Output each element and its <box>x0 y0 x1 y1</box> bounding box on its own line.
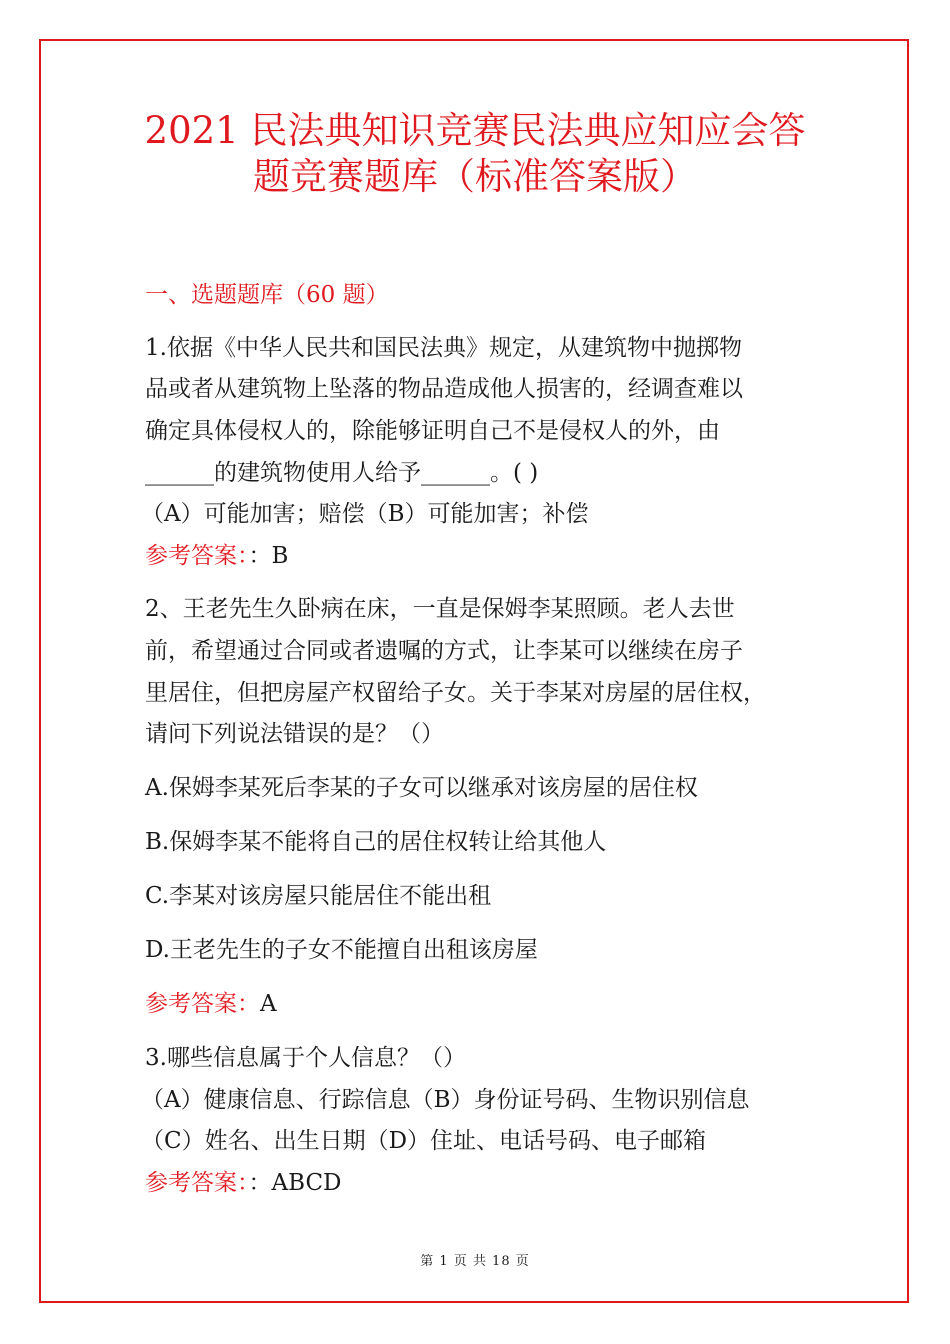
q2-line-3: 里居住，但把房屋产权留给子女。关于李某对房屋的居住权， <box>145 680 766 706</box>
q1-line-1: 1.依据《中华人民共和国民法典》规定，从建筑物中抛掷物 <box>145 335 742 361</box>
q2-option-a: A.保姆李某死后李某的子女可以继承对该房屋的居住权 <box>145 775 698 801</box>
answer-value: ：B <box>248 543 289 569</box>
q3-options-line-1: （A）健康信息、行踪信息（B）身份证号码、生物识别信息 <box>141 1087 750 1113</box>
q3-answer <box>145 1168 341 1198</box>
q2-answer <box>145 989 277 1019</box>
document-title <box>60 108 890 200</box>
q2-option-d: D.王老先生的子女不能擅自出租该房屋 <box>145 937 538 963</box>
section-heading: 一、选题题库（60 题） <box>145 282 389 308</box>
q2-option-c: C.李某对该房屋只能居住不能出租 <box>145 883 492 909</box>
q1-line-3: 确定具体侵权人的，除能够证明自己不是侵权人的外，由 <box>145 418 720 444</box>
q1-options: （A）可能加害；赔偿（B）可能加害；补偿 <box>141 501 589 527</box>
answer-label: 参考答案： <box>145 991 260 1017</box>
q3-options-line-2: （C）姓名、出生日期（D）住址、电话号码、电子邮箱 <box>141 1128 707 1154</box>
answer-value: A <box>260 991 277 1017</box>
answer-value: ：ABCD <box>248 1170 342 1196</box>
answer-label: 参考答案： <box>145 1170 249 1196</box>
q1-answer <box>145 541 288 571</box>
page-footer: 第 1 页 共 18 页 <box>420 1254 530 1269</box>
q2-line-1: 2、王老先生久卧病在床，一直是保姆李某照顾。老人去世 <box>145 596 735 622</box>
q2-option-b: B.保姆李某不能将自己的居住权转让给其他人 <box>145 829 607 855</box>
q1-line-4: ______的建筑物使用人给予______。( ) <box>145 460 539 486</box>
q3-question: 3.哪些信息属于个人信息？（） <box>145 1045 466 1071</box>
q2-line-4: 请问下列说法错误的是？（） <box>145 721 444 747</box>
q2-line-2: 前，希望通过合同或者遗嘱的方式，让李某可以继续在房子 <box>145 638 743 664</box>
q1-line-2: 品或者从建筑物上坠落的物品造成他人损害的，经调查难以 <box>145 376 743 402</box>
title-line-1: 2021 民法典知识竞赛民法典应知应会答 <box>144 109 806 152</box>
title-line-2: 题竞赛题库（标准答案版） <box>253 155 697 198</box>
answer-label: 参考答案： <box>145 543 249 569</box>
